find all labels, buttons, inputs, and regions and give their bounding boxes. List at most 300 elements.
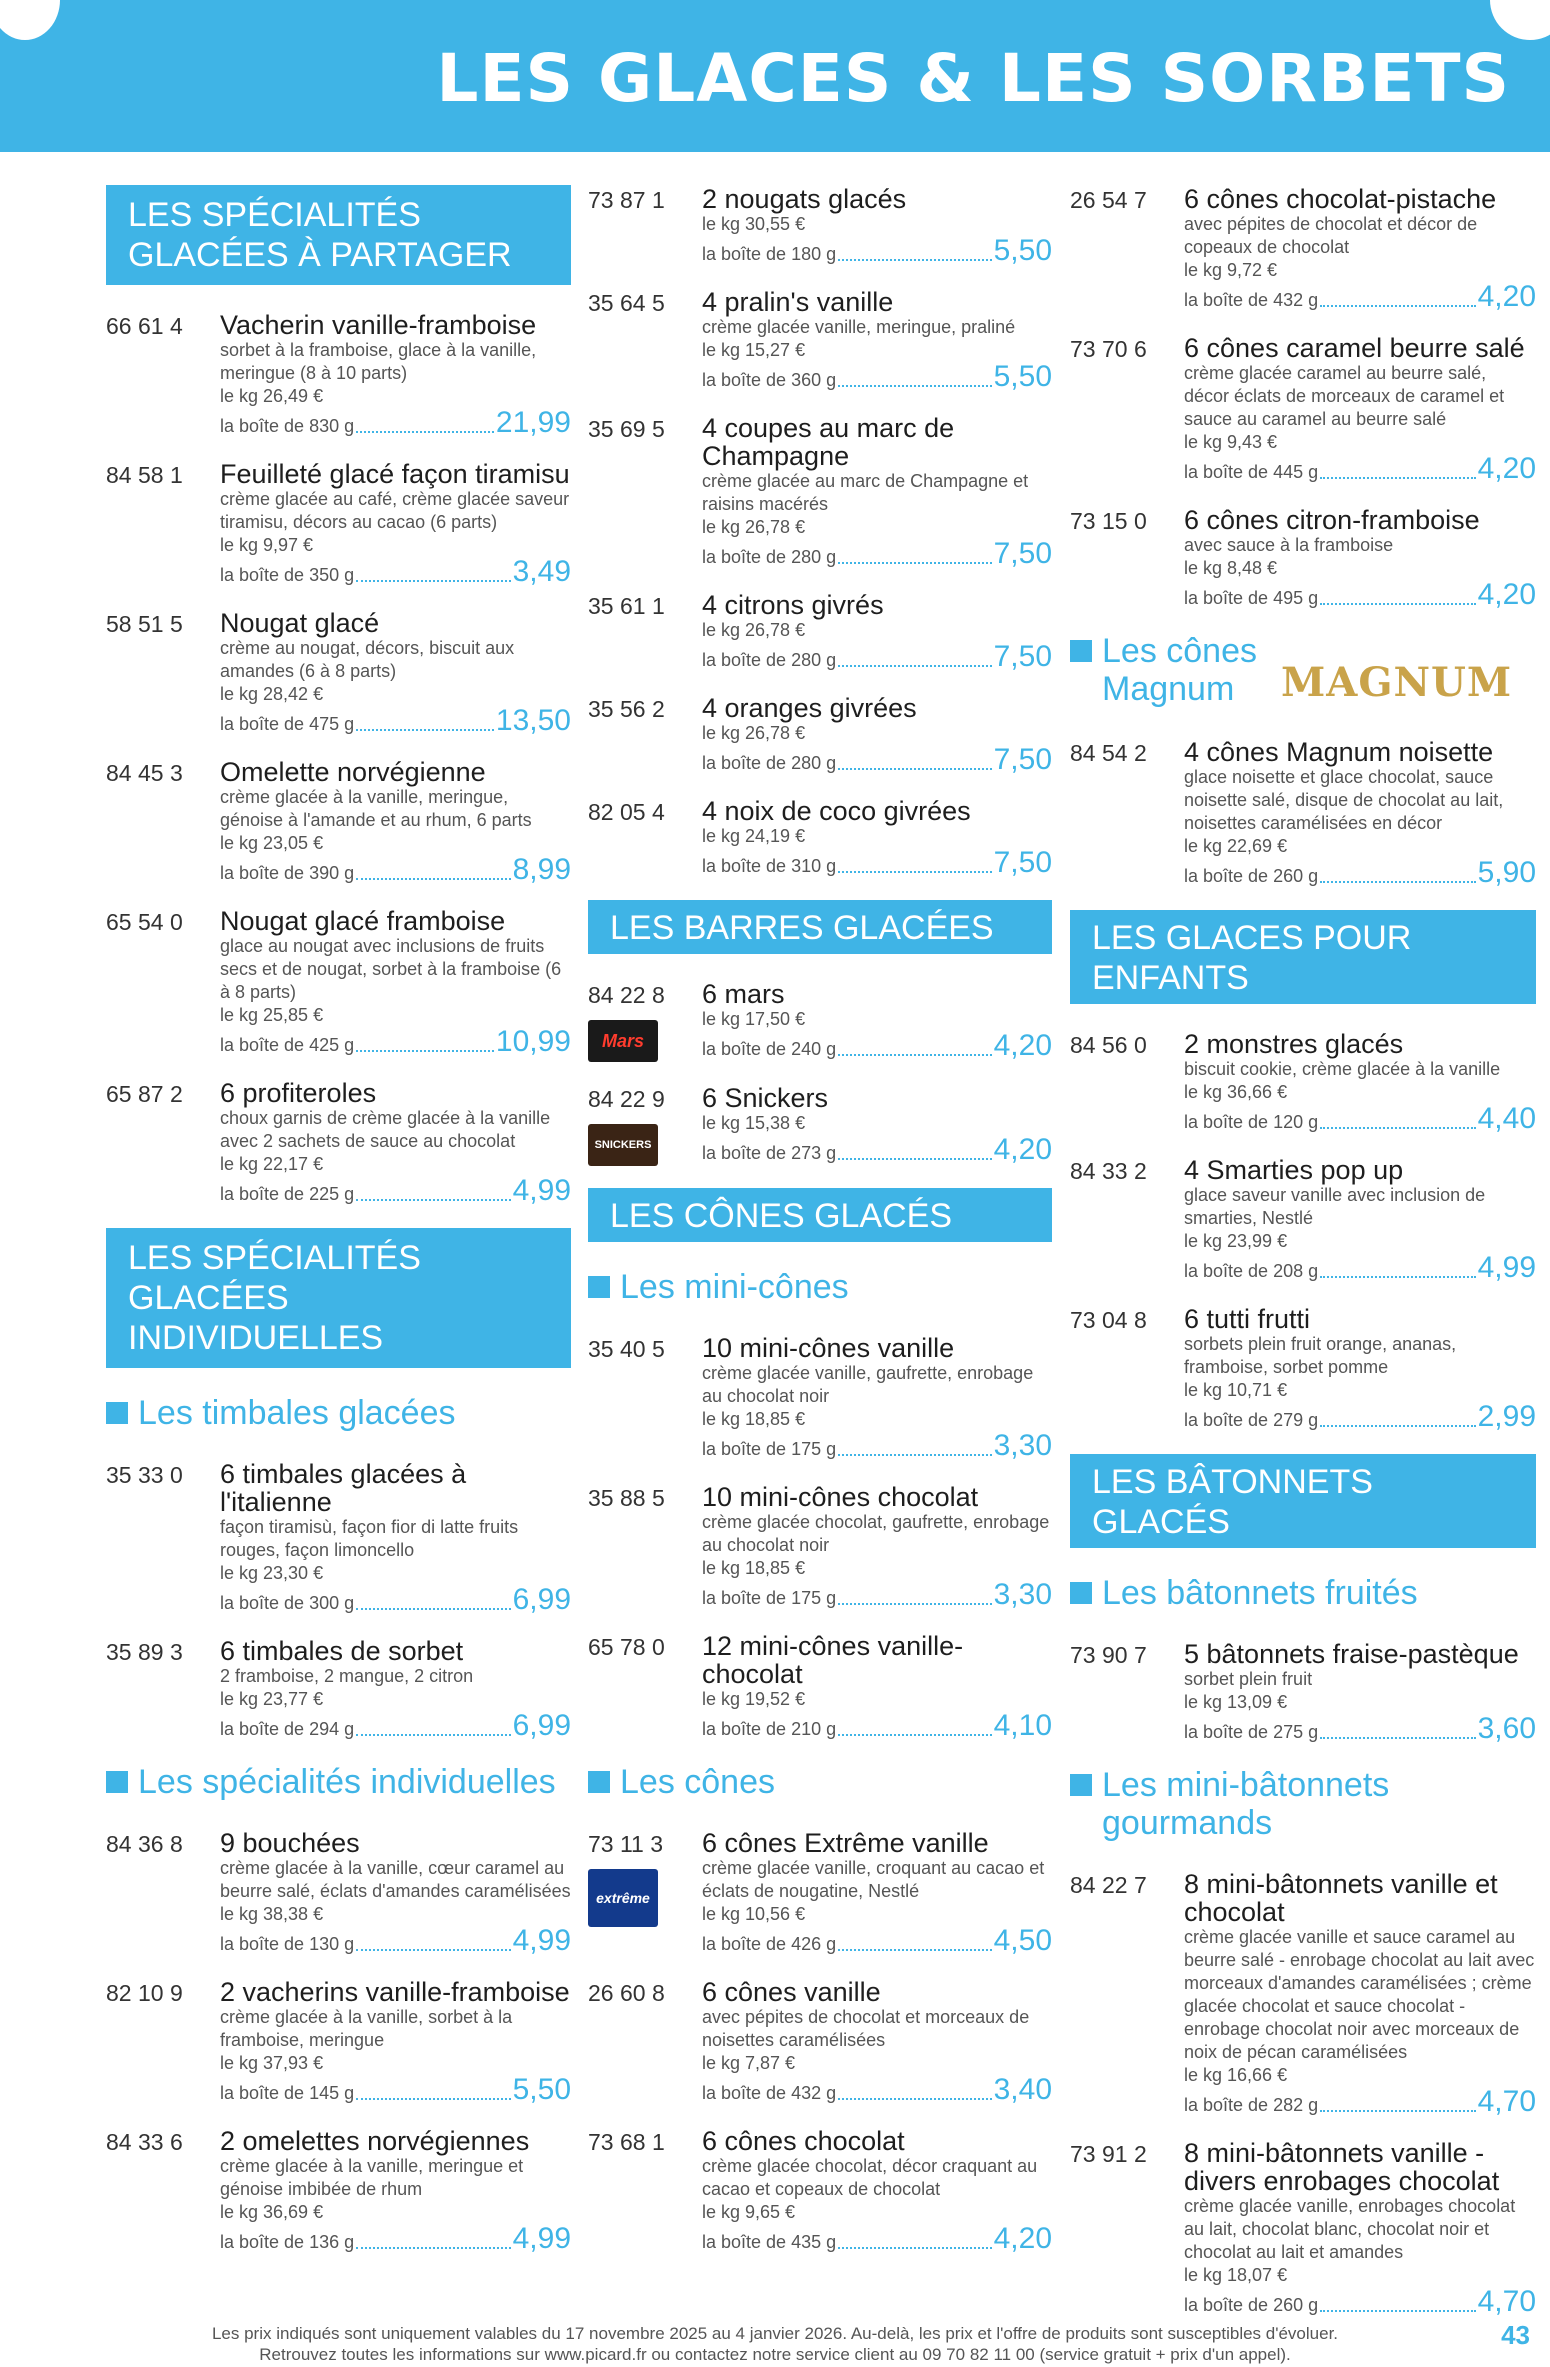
dotted-leader bbox=[356, 1050, 494, 1052]
product-price: 6,99 bbox=[512, 1583, 571, 1616]
product-price-per-kg: le kg 10,56 € bbox=[702, 1904, 806, 1924]
brand-logo bbox=[588, 1869, 702, 1927]
product-code bbox=[106, 609, 220, 736]
subsection-magnum: Les cônes Magnum MAGNUM bbox=[1070, 632, 1536, 708]
product-box-weight: la boîte de 210 g bbox=[702, 1719, 837, 1739]
product-description: crème glacée à la vanille, sorbet à la framboise, meringue bbox=[220, 2007, 513, 2050]
product-code bbox=[1070, 1030, 1184, 1134]
product-code-text: 84 58 1 bbox=[106, 462, 183, 488]
dotted-leader bbox=[356, 1608, 510, 1610]
dotted-leader bbox=[838, 1158, 991, 1160]
product-name: 6 cônes caramel beurre salé bbox=[1184, 333, 1525, 363]
product-details bbox=[1184, 1305, 1536, 1432]
product-code bbox=[106, 758, 220, 885]
product-price-per-kg: le kg 19,52 € bbox=[702, 1689, 806, 1709]
product-price-per-kg: le kg 7,87 € bbox=[702, 2053, 796, 2073]
product-price: 4,20 bbox=[993, 2222, 1052, 2255]
product-box-line bbox=[702, 642, 1052, 672]
product-name: 8 mini-bâtonnets vanille - divers enrobages chocolat bbox=[1184, 2138, 1500, 2196]
product-code bbox=[588, 797, 702, 878]
product-code bbox=[1070, 1870, 1184, 2117]
product-item bbox=[1070, 1870, 1536, 2117]
product-box-weight: la boîte de 432 g bbox=[1184, 290, 1319, 310]
product-item bbox=[588, 1084, 1052, 1166]
product-name: 4 noix de coco givrées bbox=[702, 796, 971, 826]
product-box-line bbox=[1184, 1104, 1536, 1134]
dotted-leader bbox=[838, 768, 991, 770]
product-item bbox=[588, 980, 1052, 1062]
product-box-line bbox=[702, 745, 1052, 775]
product-name: 6 cônes chocolat-pistache bbox=[1184, 184, 1497, 214]
product-name: 9 bouchées bbox=[220, 1828, 360, 1858]
product-price-per-kg: le kg 28,42 € bbox=[220, 684, 324, 704]
product-box-line bbox=[1184, 282, 1536, 312]
product-box-line bbox=[702, 236, 1052, 266]
product-box-weight: la boîte de 280 g bbox=[702, 547, 837, 567]
product-code bbox=[588, 1483, 702, 1610]
product-item bbox=[1070, 334, 1536, 484]
product-price-per-kg: le kg 26,78 € bbox=[702, 517, 806, 537]
brand-logo-snickers: SNICKERS bbox=[588, 1124, 658, 1166]
column-2 bbox=[588, 185, 1052, 2276]
product-name: 2 monstres glacés bbox=[1184, 1029, 1404, 1059]
product-code-text: 35 89 3 bbox=[106, 1639, 183, 1665]
product-box-line bbox=[702, 848, 1052, 878]
product-item bbox=[588, 1334, 1052, 1461]
dotted-leader bbox=[1320, 603, 1475, 605]
product-details bbox=[220, 460, 571, 587]
dotted-leader bbox=[838, 1454, 991, 1456]
product-price-per-kg: le kg 9,43 € bbox=[1184, 432, 1278, 452]
product-code bbox=[1070, 2139, 1184, 2317]
product-item bbox=[588, 1978, 1052, 2105]
header-banner bbox=[0, 0, 1550, 152]
product-price-per-kg: le kg 26,78 € bbox=[702, 723, 806, 743]
product-name: 4 coupes au marc de Champagne bbox=[702, 413, 955, 471]
product-box-weight: la boîte de 273 g bbox=[702, 1143, 837, 1163]
product-description: sorbet plein fruit bbox=[1184, 1669, 1313, 1689]
product-name: 2 omelettes norvégiennes bbox=[220, 2126, 530, 2156]
product-item bbox=[1070, 1305, 1536, 1432]
product-price-per-kg: le kg 18,85 € bbox=[702, 1558, 806, 1578]
product-price: 4,10 bbox=[993, 1709, 1052, 1742]
dotted-leader bbox=[1320, 2310, 1475, 2312]
product-name: 8 mini-bâtonnets vanille et chocolat bbox=[1184, 1869, 1498, 1927]
product-price-per-kg: le kg 24,19 € bbox=[702, 826, 806, 846]
product-item bbox=[106, 1637, 571, 1741]
product-description: crème au nougat, décors, biscuit aux amandes (6 à 8 parts) bbox=[220, 638, 515, 681]
dotted-leader bbox=[838, 1603, 991, 1605]
product-name: Vacherin vanille-framboise bbox=[220, 310, 537, 340]
brand-logo bbox=[588, 1020, 702, 1062]
product-code bbox=[588, 1978, 702, 2105]
product-details bbox=[220, 311, 571, 438]
product-name: 2 nougats glacés bbox=[702, 184, 907, 214]
product-price: 4,70 bbox=[1477, 2285, 1536, 2318]
footer-line-2: Retrouvez toutes les informations sur www.picard.fr ou contactez notre service client au 09 70 82 11 00 (service gratuit + prix d'un appel). bbox=[259, 2345, 1291, 2364]
product-item bbox=[588, 1632, 1052, 1741]
page-title: LES GLACES & LES SORBETS bbox=[436, 40, 1510, 117]
product-code bbox=[588, 1829, 702, 1956]
product-code bbox=[588, 694, 702, 775]
product-description: glace saveur vanille avec inclusion de smarties, Nestlé bbox=[1184, 1185, 1486, 1228]
product-box-line bbox=[220, 1027, 571, 1057]
product-price-per-kg: le kg 23,99 € bbox=[1184, 1231, 1288, 1251]
subsection-cones: Les cônes bbox=[588, 1763, 1052, 1801]
product-code bbox=[588, 185, 702, 266]
dotted-leader bbox=[838, 1054, 991, 1056]
product-box-weight: la boîte de 300 g bbox=[220, 1593, 355, 1613]
product-details bbox=[220, 609, 571, 736]
product-code-text: 65 78 0 bbox=[588, 1634, 665, 1660]
product-description: façon tiramisù, façon fior di latte fruits rouges, façon limoncello bbox=[220, 1517, 519, 1560]
product-description: crème glacée à la vanille, meringue, génoise à l'amande et au rhum, 6 parts bbox=[220, 787, 532, 830]
product-price-per-kg: le kg 9,65 € bbox=[702, 2202, 796, 2222]
product-price-per-kg: le kg 22,17 € bbox=[220, 1154, 324, 1174]
product-box-weight: la boîte de 275 g bbox=[1184, 1722, 1319, 1742]
product-price: 4,99 bbox=[512, 2222, 571, 2255]
product-price: 3,49 bbox=[512, 555, 571, 588]
product-item bbox=[106, 1978, 571, 2105]
product-box-weight: la boîte de 350 g bbox=[220, 565, 355, 585]
product-price-per-kg: le kg 23,30 € bbox=[220, 1563, 324, 1583]
product-price-per-kg: le kg 9,97 € bbox=[220, 535, 314, 555]
product-details bbox=[220, 1978, 571, 2105]
product-price: 5,50 bbox=[512, 2073, 571, 2106]
dotted-leader bbox=[356, 2247, 510, 2249]
product-details bbox=[1184, 1640, 1536, 1744]
product-box-line bbox=[702, 539, 1052, 569]
product-item bbox=[1070, 185, 1536, 312]
product-code bbox=[106, 311, 220, 438]
product-item bbox=[588, 2127, 1052, 2254]
product-details bbox=[702, 980, 1052, 1062]
product-details bbox=[220, 2127, 571, 2254]
product-box-weight: la boîte de 240 g bbox=[702, 1039, 837, 1059]
product-box-line bbox=[1184, 858, 1536, 888]
product-box-line bbox=[220, 1585, 571, 1615]
dotted-leader bbox=[356, 2098, 510, 2100]
dotted-leader bbox=[356, 878, 510, 880]
product-box-weight: la boîte de 260 g bbox=[1184, 866, 1319, 886]
product-price-per-kg: le kg 26,49 € bbox=[220, 386, 324, 406]
product-code-text: 26 60 8 bbox=[588, 1980, 665, 2006]
product-item bbox=[1070, 1640, 1536, 1744]
product-code bbox=[1070, 1305, 1184, 1432]
dotted-leader bbox=[838, 385, 991, 387]
product-name: 6 cônes vanille bbox=[702, 1977, 881, 2007]
product-item bbox=[588, 414, 1052, 569]
product-details bbox=[1184, 1156, 1536, 1283]
product-code-text: 84 22 7 bbox=[1070, 1872, 1147, 1898]
product-description: sorbets plein fruit orange, ananas, framboise, sorbet pomme bbox=[1184, 1334, 1457, 1377]
product-description: crème glacée au café, crème glacée saveur tiramisu, décors au cacao (6 parts) bbox=[220, 489, 570, 532]
dotted-leader bbox=[838, 259, 991, 261]
product-box-weight: la boîte de 475 g bbox=[220, 714, 355, 734]
product-details bbox=[220, 1637, 571, 1741]
product-box-weight: la boîte de 175 g bbox=[702, 1439, 837, 1459]
product-box-line bbox=[220, 706, 571, 736]
section-header-enfants: LES GLACES POUR ENFANTS bbox=[1070, 910, 1536, 1004]
section-header-specialites-partager: LES SPÉCIALITÉS GLACÉES À PARTAGER bbox=[106, 185, 571, 285]
product-item bbox=[106, 1460, 571, 1615]
product-code bbox=[588, 1632, 702, 1741]
product-price: 8,99 bbox=[512, 853, 571, 886]
product-code bbox=[1070, 334, 1184, 484]
section-header-cones: LES CÔNES GLACÉS bbox=[588, 1188, 1052, 1242]
product-description: crème glacée chocolat, gaufrette, enrobage au chocolat noir bbox=[702, 1512, 1050, 1555]
product-box-line bbox=[1184, 2287, 1536, 2317]
product-code-text: 84 54 2 bbox=[1070, 740, 1147, 766]
product-code-text: 84 33 6 bbox=[106, 2129, 183, 2155]
product-name: 4 Smarties pop up bbox=[1184, 1155, 1404, 1185]
subsection-timbales: Les timbales glacées bbox=[106, 1394, 571, 1432]
dotted-leader bbox=[838, 2098, 991, 2100]
product-price-per-kg: le kg 23,05 € bbox=[220, 833, 324, 853]
product-price: 5,50 bbox=[993, 360, 1052, 393]
product-item bbox=[1070, 738, 1536, 888]
product-box-line bbox=[702, 1580, 1052, 1610]
product-price-per-kg: le kg 8,48 € bbox=[1184, 558, 1278, 578]
product-code-text: 84 22 8 bbox=[588, 982, 665, 1008]
product-description: crème glacée au marc de Champagne et raisins macérés bbox=[702, 471, 1029, 514]
product-price: 5,90 bbox=[1477, 856, 1536, 889]
product-box-weight: la boîte de 279 g bbox=[1184, 1410, 1319, 1430]
product-description: glace au nougat avec inclusions de fruits secs et de nougat, sorbet à la framboise (6 à 8 parts) bbox=[220, 936, 562, 1002]
product-code bbox=[1070, 185, 1184, 312]
product-box-line bbox=[1184, 1253, 1536, 1283]
product-box-weight: la boîte de 425 g bbox=[220, 1035, 355, 1055]
product-price: 4,20 bbox=[1477, 452, 1536, 485]
product-item bbox=[588, 694, 1052, 775]
square-bullet-icon bbox=[1070, 1582, 1092, 1604]
product-box-line bbox=[702, 2075, 1052, 2105]
product-box-line bbox=[220, 2075, 571, 2105]
product-code-text: 73 15 0 bbox=[1070, 508, 1147, 534]
product-box-line bbox=[1184, 2087, 1536, 2117]
product-price: 4,40 bbox=[1477, 1102, 1536, 1135]
product-box-weight: la boîte de 280 g bbox=[702, 650, 837, 670]
product-item bbox=[1070, 506, 1536, 610]
product-price: 6,99 bbox=[512, 1709, 571, 1742]
product-item bbox=[106, 1829, 571, 1956]
dotted-leader bbox=[356, 1949, 510, 1951]
product-item bbox=[1070, 2139, 1536, 2317]
dotted-leader bbox=[356, 580, 510, 582]
product-code-text: 65 54 0 bbox=[106, 909, 183, 935]
product-description: crème glacée vanille et sauce caramel au beurre salé - enrobage chocolat au lait avec morceaux d'amandes caramélisées ; crème glacée chocolat et sauce chocolat - enrobage chocolat noir avec morceaux de noix de pécan caramélisées bbox=[1184, 1927, 1535, 2062]
product-code bbox=[106, 1829, 220, 1956]
product-box-weight: la boîte de 175 g bbox=[702, 1588, 837, 1608]
product-price: 2,99 bbox=[1477, 1400, 1536, 1433]
product-item bbox=[588, 797, 1052, 878]
dotted-leader bbox=[838, 2247, 991, 2249]
product-item bbox=[106, 460, 571, 587]
product-details bbox=[220, 1460, 571, 1615]
product-item bbox=[106, 311, 571, 438]
subsection-mini-cones: Les mini-cônes bbox=[588, 1268, 1052, 1306]
product-item bbox=[106, 2127, 571, 2254]
square-bullet-icon bbox=[106, 1402, 128, 1424]
product-name: 4 citrons givrés bbox=[702, 590, 884, 620]
product-box-line bbox=[1184, 580, 1536, 610]
section-header-batonnets: LES BÂTONNETS GLACÉS bbox=[1070, 1454, 1536, 1548]
product-description: avec pépites de chocolat et décor de copeaux de chocolat bbox=[1184, 214, 1478, 257]
product-code-text: 84 22 9 bbox=[588, 1086, 665, 1112]
brand-logo bbox=[588, 1124, 702, 1166]
square-bullet-icon bbox=[106, 1771, 128, 1793]
product-item bbox=[106, 758, 571, 885]
product-code bbox=[106, 1460, 220, 1615]
dotted-leader bbox=[1320, 2110, 1475, 2112]
product-code-text: 35 88 5 bbox=[588, 1485, 665, 1511]
product-price-per-kg: le kg 22,69 € bbox=[1184, 836, 1288, 856]
product-code-text: 84 45 3 bbox=[106, 760, 183, 786]
brand-logo-extreme: extrême bbox=[588, 1869, 658, 1927]
product-code-text: 26 54 7 bbox=[1070, 187, 1147, 213]
section-header-barres: LES BARRES GLACÉES bbox=[588, 900, 1052, 954]
product-code-text: 73 90 7 bbox=[1070, 1642, 1147, 1668]
product-price: 21,99 bbox=[495, 406, 571, 439]
product-details bbox=[702, 694, 1052, 775]
product-box-line bbox=[1184, 1402, 1536, 1432]
product-details bbox=[702, 1084, 1052, 1166]
product-box-line bbox=[220, 2224, 571, 2254]
product-price-per-kg: le kg 26,78 € bbox=[702, 620, 806, 640]
product-code bbox=[1070, 738, 1184, 888]
product-price: 4,20 bbox=[993, 1133, 1052, 1166]
product-box-weight: la boîte de 208 g bbox=[1184, 1261, 1319, 1281]
product-price: 3,60 bbox=[1477, 1712, 1536, 1745]
dotted-leader bbox=[356, 729, 494, 731]
product-name: 5 bâtonnets fraise-pastèque bbox=[1184, 1639, 1519, 1669]
product-price: 7,50 bbox=[993, 537, 1052, 570]
product-code bbox=[588, 414, 702, 569]
product-description: avec sauce à la framboise bbox=[1184, 535, 1394, 555]
footer-disclaimer bbox=[0, 2323, 1550, 2365]
product-code bbox=[588, 980, 702, 1062]
dotted-leader bbox=[356, 431, 494, 433]
product-details bbox=[1184, 1870, 1536, 2117]
product-price-per-kg: le kg 25,85 € bbox=[220, 1005, 324, 1025]
product-details bbox=[220, 907, 571, 1057]
product-price-per-kg: le kg 16,66 € bbox=[1184, 2065, 1288, 2085]
product-details bbox=[1184, 185, 1536, 312]
product-details bbox=[220, 1829, 571, 1956]
product-box-weight: la boîte de 445 g bbox=[1184, 462, 1319, 482]
product-details bbox=[702, 1978, 1052, 2105]
dotted-leader bbox=[838, 665, 991, 667]
product-box-weight: la boîte de 310 g bbox=[702, 856, 837, 876]
product-details bbox=[1184, 738, 1536, 888]
dotted-leader bbox=[1320, 1425, 1475, 1427]
product-name: 2 vacherins vanille-framboise bbox=[220, 1977, 570, 2007]
product-box-line bbox=[220, 408, 571, 438]
square-bullet-icon bbox=[1070, 640, 1092, 662]
product-price-per-kg: le kg 37,93 € bbox=[220, 2053, 324, 2073]
product-price: 4,20 bbox=[993, 1029, 1052, 1062]
product-box-weight: la boîte de 390 g bbox=[220, 863, 355, 883]
product-code bbox=[588, 1334, 702, 1461]
product-description: sorbet à la framboise, glace à la vanille, meringue (8 à 10 parts) bbox=[220, 340, 537, 383]
product-price-per-kg: le kg 36,66 € bbox=[1184, 1082, 1288, 1102]
product-name: Omelette norvégienne bbox=[220, 757, 486, 787]
product-description: crème glacée caramel au beurre salé, décor éclats de morceaux de caramel et sauce au caramel au beurre salé bbox=[1184, 363, 1505, 429]
product-description: biscuit cookie, crème glacée à la vanille bbox=[1184, 1059, 1501, 1079]
product-details bbox=[702, 185, 1052, 266]
subsection-mini-batonnets: Les mini-bâtonnets gourmands bbox=[1070, 1766, 1536, 1842]
dotted-leader bbox=[1320, 1127, 1475, 1129]
product-box-weight: la boîte de 426 g bbox=[702, 1934, 837, 1954]
product-description: avec pépites de chocolat et morceaux de noisettes caramélisées bbox=[702, 2007, 1030, 2050]
dotted-leader bbox=[838, 871, 991, 873]
product-price-per-kg: le kg 38,38 € bbox=[220, 1904, 324, 1924]
product-price-per-kg: le kg 23,77 € bbox=[220, 1689, 324, 1709]
subsection-batonnets-fruites: Les bâtonnets fruités bbox=[1070, 1574, 1536, 1612]
product-item bbox=[106, 609, 571, 736]
product-price-per-kg: le kg 18,85 € bbox=[702, 1409, 806, 1429]
product-code bbox=[1070, 1640, 1184, 1744]
product-box-line bbox=[702, 1431, 1052, 1461]
product-code bbox=[588, 288, 702, 392]
product-name: 6 cônes Extrême vanille bbox=[702, 1828, 989, 1858]
product-code bbox=[1070, 1156, 1184, 1283]
product-code-text: 73 11 3 bbox=[588, 1831, 664, 1857]
product-name: Nougat glacé framboise bbox=[220, 906, 506, 936]
product-name: 6 timbales glacées à l'italienne bbox=[220, 1459, 467, 1517]
footer-line-1: Les prix indiqués sont uniquement valables du 17 novembre 2025 au 4 janvier 2026. Au-delà, les prix et l'offre de produits sont susceptibles d'évoluer. bbox=[211, 2324, 1339, 2343]
product-price: 5,50 bbox=[993, 234, 1052, 267]
product-price-per-kg: le kg 30,55 € bbox=[702, 214, 806, 234]
product-details bbox=[702, 1334, 1052, 1461]
product-details bbox=[1184, 506, 1536, 610]
product-details bbox=[702, 1632, 1052, 1741]
product-price: 7,50 bbox=[993, 640, 1052, 673]
product-details bbox=[1184, 2139, 1536, 2317]
product-code-text: 58 51 5 bbox=[106, 611, 183, 637]
product-description: crème glacée à la vanille, cœur caramel au beurre salé, éclats d'amandes caramélisées bbox=[220, 1858, 571, 1901]
product-code bbox=[588, 591, 702, 672]
product-box-weight: la boîte de 136 g bbox=[220, 2232, 355, 2252]
product-name: 4 pralin's vanille bbox=[702, 287, 894, 317]
product-price-per-kg: le kg 15,27 € bbox=[702, 340, 806, 360]
product-description: crème glacée vanille, meringue, praliné bbox=[702, 317, 1016, 337]
product-box-line bbox=[220, 855, 571, 885]
product-name: 12 mini-cônes vanille-chocolat bbox=[702, 1631, 964, 1689]
product-item bbox=[1070, 1156, 1536, 1283]
product-box-weight: la boîte de 294 g bbox=[220, 1719, 355, 1739]
product-price: 4,99 bbox=[512, 1924, 571, 1957]
product-name: 6 tutti frutti bbox=[1184, 1304, 1311, 1334]
product-code-text: 35 61 1 bbox=[588, 593, 665, 619]
product-name: 10 mini-cônes chocolat bbox=[702, 1482, 979, 1512]
dotted-leader bbox=[838, 1949, 991, 1951]
product-name: 6 mars bbox=[702, 979, 785, 1009]
product-box-line bbox=[702, 1711, 1052, 1741]
product-item bbox=[1070, 1030, 1536, 1134]
product-item bbox=[106, 1079, 571, 1206]
product-code bbox=[1070, 506, 1184, 610]
product-price: 3,40 bbox=[993, 2073, 1052, 2106]
dotted-leader bbox=[1320, 1737, 1475, 1739]
product-price: 4,99 bbox=[512, 1174, 571, 1207]
product-box-line bbox=[702, 1031, 1052, 1061]
product-name: 4 oranges givrées bbox=[702, 693, 917, 723]
product-name: 6 cônes citron-framboise bbox=[1184, 505, 1480, 535]
product-name: 10 mini-cônes vanille bbox=[702, 1333, 955, 1363]
product-price: 4,20 bbox=[1477, 578, 1536, 611]
product-price: 4,70 bbox=[1477, 2085, 1536, 2118]
